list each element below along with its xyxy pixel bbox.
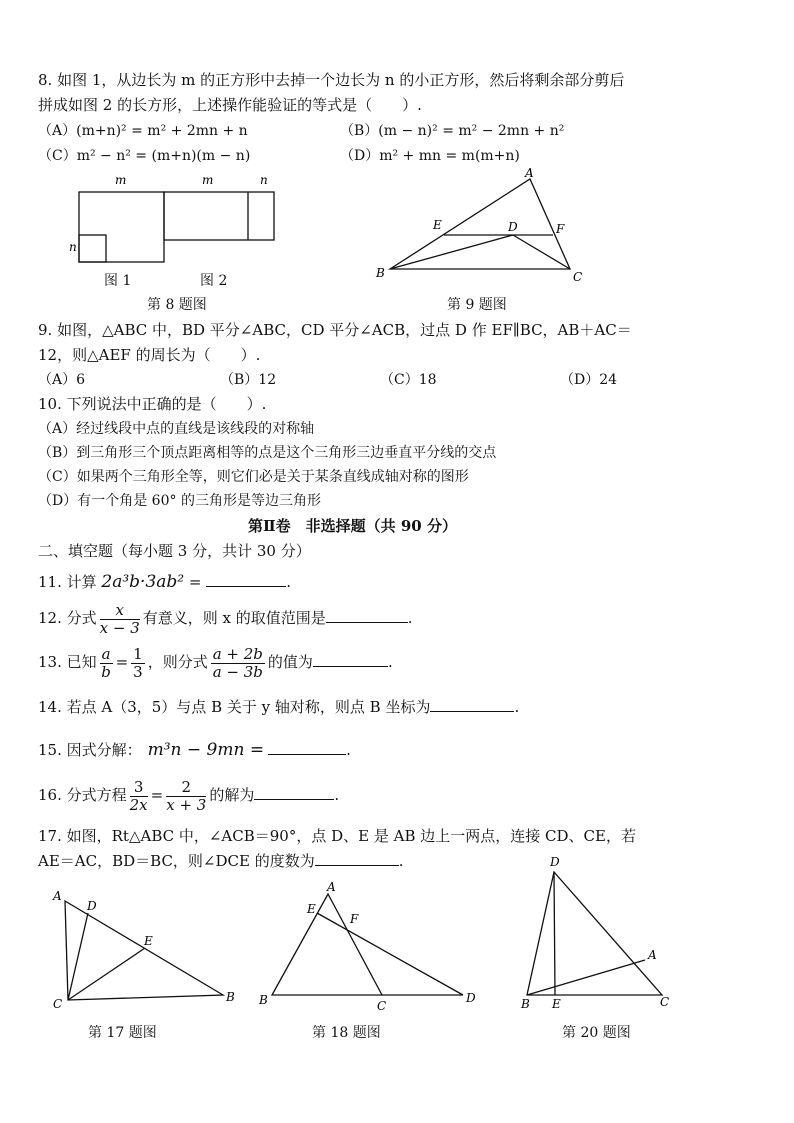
fig18-triangle-abc [272, 894, 382, 995]
q12-answer-blank[interactable] [326, 608, 408, 623]
q16-post: 的解为 [209, 786, 255, 804]
fig8-m-label-1: m [115, 173, 127, 187]
figure-9 [370, 165, 600, 290]
q12-end: . [407, 609, 413, 627]
fig20-label-d: D [550, 855, 560, 869]
q15-expr: m³n − 9mn = [147, 740, 265, 760]
q9-option-b: （B）12 [220, 372, 277, 388]
fig18-label-e: E [307, 902, 316, 916]
q16-pre: 16. 分式方程 [38, 786, 127, 804]
q12-post: 有意义，则 x 的取值范围是 [142, 609, 326, 627]
q14-text: 14. 若点 A（3，5）与点 B 关于 y 轴对称，则点 B 坐标为 [38, 698, 431, 716]
q9-option-d: （D）24 [560, 372, 618, 388]
q16-frac-right [166, 779, 206, 814]
q12-pre: 12. 分式 [38, 609, 97, 627]
q15-end: . [346, 741, 351, 759]
fig17-label-e: E [144, 934, 153, 948]
fig8-rectangle [164, 192, 274, 240]
fig17-label-a: A [53, 889, 62, 903]
q13-f3-num: a + 2b [212, 644, 263, 663]
q13-eq: = [115, 653, 129, 671]
fig9-segment-cd [513, 235, 570, 269]
fig18-label-d: D [466, 991, 476, 1005]
fig8-label-1: 图 1 [104, 273, 132, 289]
q13-line [38, 644, 393, 681]
fig17-caption: 第 17 题图 [88, 1025, 157, 1041]
fig17-segment-ce [68, 948, 145, 1000]
fig9-label-a: A [525, 166, 534, 180]
q11-line [38, 572, 291, 592]
q16-f1-den: 2x [129, 795, 148, 814]
q17-end: . [398, 852, 404, 870]
fig18-segment-ed [317, 913, 463, 995]
fig9-label-d: D [508, 220, 518, 234]
q11-eq: = [184, 573, 207, 591]
q13-end: . [387, 653, 393, 671]
figure-20 [515, 852, 685, 1017]
q8-line1: 8. 如图 1，从边长为 m 的正方形中去掉一个边长为 n 的小正方形，然后将剩余部分剪后 [38, 71, 625, 89]
q13-frac-ab [100, 646, 113, 681]
q10-option-d: （D）有一个角是 60° 的三角形是等边三角形 [38, 493, 321, 509]
q10-line1: 10. 下列说法中正确的是（ ）. [38, 395, 267, 413]
q17-answer-blank[interactable] [315, 851, 399, 866]
q15-line [38, 740, 351, 760]
fig9-label-e: E [433, 218, 442, 232]
q9-option-c: （C）18 [380, 372, 437, 388]
fig17-triangle-abc [65, 901, 223, 1000]
fig20-label-a: A [648, 948, 657, 962]
fig9-caption: 第 9 题图 [447, 297, 507, 313]
q16-line [38, 777, 339, 814]
q14-answer-blank[interactable] [430, 697, 514, 712]
fig9-triangle-abc [390, 179, 570, 269]
fig20-segment-de [554, 872, 555, 995]
fig18-caption: 第 18 题图 [312, 1025, 381, 1041]
fig18-label-b: B [259, 993, 268, 1007]
fig18-label-f: F [350, 912, 359, 926]
q9-option-a: （A）6 [38, 372, 86, 388]
fig20-label-c: C [660, 995, 670, 1009]
q13-post: 的值为 [267, 653, 313, 671]
q11-answer-blank[interactable] [206, 572, 286, 587]
fig18-label-a: A [327, 880, 336, 894]
fig17-label-b: B [226, 990, 235, 1004]
q8-option-c: （C）m² − n² = (m+n)(m − n) [38, 148, 251, 164]
q16-f2-num: 2 [166, 779, 206, 797]
q16-end: . [334, 786, 340, 804]
fig20-triangle-dbc [527, 872, 662, 995]
q17-line2 [38, 851, 404, 871]
fig18-label-c: C [377, 999, 387, 1013]
fig8-caption: 第 8 题图 [147, 297, 207, 313]
q12-line [38, 600, 413, 637]
fig20-label-e: E [552, 997, 561, 1011]
q8-line2: 拼成如图 2 的长方形，上述操作能验证的等式是（ ）. [38, 96, 422, 114]
q15-answer-blank[interactable] [268, 740, 346, 755]
fig8-n-label-1: n [69, 240, 77, 254]
fig9-label-f: F [556, 222, 565, 236]
q16-eq: = [150, 786, 164, 804]
fig9-segment-bd [390, 235, 513, 269]
q8-option-a: （A）(m+n)² = m² + 2mn + n [38, 123, 248, 139]
q13-f1-den: b [101, 662, 111, 681]
q13-pre: 13. 已知 [38, 653, 97, 671]
q17-line1: 17. 如图，Rt△ABC 中，∠ACB＝90°，点 D、E 是 AB 边上一两点，连接 CD、CE，若 [38, 827, 636, 845]
fig20-label-b: B [521, 997, 530, 1011]
fig9-label-c: C [573, 270, 583, 284]
q13-f1-num: a [101, 644, 111, 663]
q14-end: . [514, 698, 520, 716]
fig8-n-label-2: n [260, 173, 268, 187]
fig17-segment-cd [68, 913, 88, 1000]
q13-frac-third [131, 646, 145, 681]
q13-mid: ，则分式 [147, 653, 208, 671]
q9-line1: 9. 如图，△ABC 中，BD 平分∠ABC，CD 平分∠ACB，过点 D 作 EF∥BC，AB＋AC＝ [38, 321, 632, 339]
fig17-label-d: D [87, 899, 97, 913]
figure-17 [50, 888, 250, 1013]
fig20-caption: 第 20 题图 [562, 1025, 631, 1041]
q10-option-a: （A）经过线段中点的直线是该线段的对称轴 [38, 421, 315, 437]
q8-option-d: （D）m² + mn = m(m+n) [340, 148, 520, 164]
fig20-segment-ba [527, 960, 645, 995]
q12-den: x − 3 [99, 618, 140, 637]
q13-f2-num: 1 [133, 644, 143, 663]
fig8-m-label-2: m [202, 173, 214, 187]
figure-8 [60, 172, 290, 292]
q14-line [38, 697, 519, 717]
q12-num: x [100, 602, 140, 620]
section-title: 第Ⅱ卷 非选择题（共 90 分） [248, 517, 457, 535]
q8-option-b: （B）(m − n)² = m² − 2mn + n² [340, 123, 565, 139]
q15-pre: 15. 因式分解： [38, 741, 142, 759]
q16-f2-den: x + 3 [166, 795, 207, 814]
q11-pre: 11. 计算 [38, 573, 102, 591]
fig8-square [79, 192, 164, 262]
fig8-label-2: 图 2 [200, 273, 228, 289]
q13-frac-expr [211, 646, 265, 681]
q9-line2: 12，则△AEF 的周长为（ ）. [38, 346, 261, 364]
q11-expr: 2a³b·3ab² [101, 572, 185, 592]
q13-answer-blank[interactable] [313, 652, 388, 667]
q13-f2-den: 3 [133, 662, 143, 681]
q16-answer-blank[interactable] [254, 785, 334, 800]
q10-option-b: （B）到三角形三个顶点距离相等的点是这个三角形三边垂直平分线的交点 [38, 445, 497, 461]
q10-option-c: （C）如果两个三角形全等，则它们必是关于某条直线成轴对称的图形 [38, 469, 469, 485]
q12-fraction [100, 602, 140, 637]
figure-18 [255, 880, 495, 1013]
part2-heading: 二、填空题（每小题 3 分，共计 30 分） [38, 542, 311, 560]
fig9-label-b: B [376, 266, 385, 280]
q17-line2-text: AE＝AC，BD＝BC，则∠DCE 的度数为 [38, 852, 315, 870]
q11-end: . [286, 573, 291, 591]
fig8-small-square [79, 235, 106, 262]
q13-f3-den: a − 3b [212, 662, 263, 681]
fig17-label-c: C [53, 997, 63, 1011]
q16-frac-left [130, 779, 148, 814]
q16-f1-num: 3 [130, 779, 148, 797]
